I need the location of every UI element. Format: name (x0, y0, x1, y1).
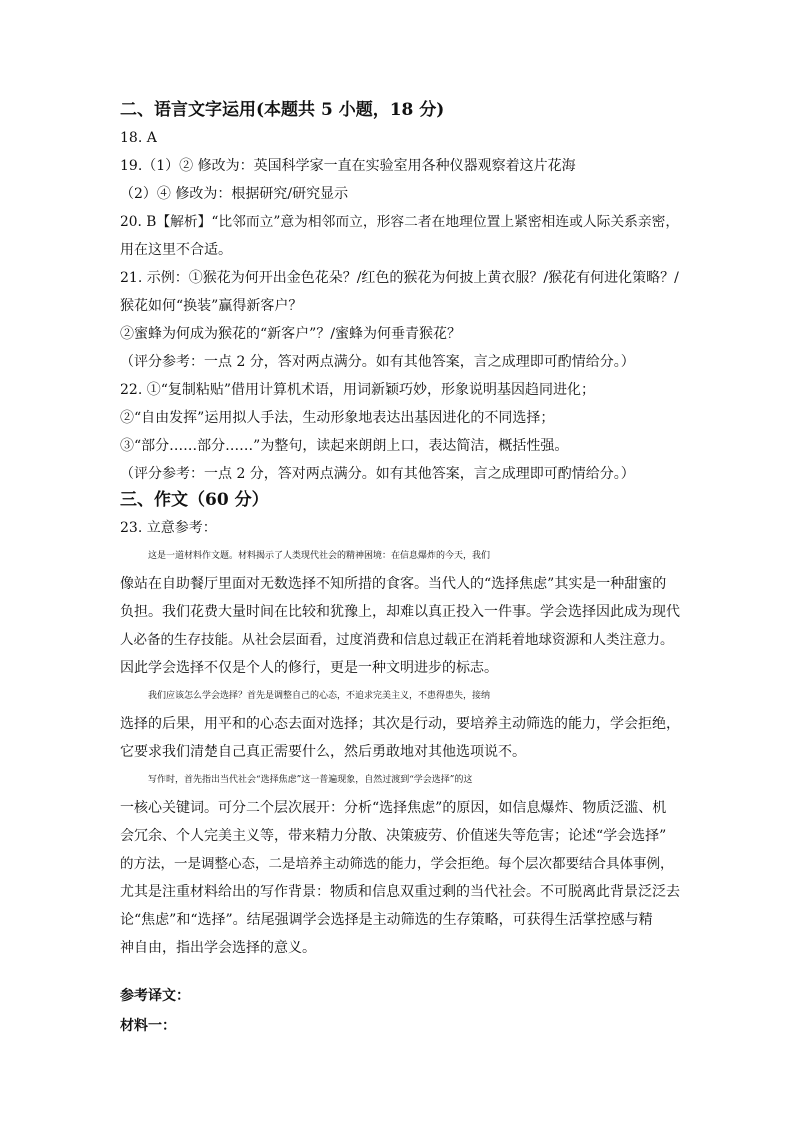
essay-para3-line6: 论“焦虑”和“选择”。结尾强调学会选择是主动筛选的生存策略，可获得生活掌控感与精 (120, 912, 653, 928)
answer-21-line2: 猴花如何“换装”赢得新客户？ (120, 298, 303, 314)
essay-para1-line3: 负担。我们花费大量时间在比较和犹豫上，却难以真正投入一件事。学会选择因此成为现代 (120, 604, 680, 620)
essay-para3-line5: 尤其是注重材料给出的写作背景：物质和信息双重过剩的当代社会。不可脱离此背景泛泛去 (120, 884, 680, 900)
essay-para2-line1: 我们应该怎么学会选择？首先是调整自己的心态，不追求完美主义，不患得患失，接纳 (148, 691, 491, 701)
essay-para1-line5: 因此学会选择不仅是个人的修行，更是一种文明进步的标志。 (120, 660, 498, 676)
section2-heading: 二、语言文字运用(本题共 5 小题，18 分) (120, 100, 445, 120)
essay-para1-line2: 像站在自助餐厅里面对无数选择不知所措的食客。当代人的“选择焦虑”其实是一种甜蜜的 (120, 576, 667, 592)
essay-para3-line7: 神自由，指出学会选择的意义。 (120, 940, 316, 956)
answer-22-line3: ③“部分……部分……”为整句，读起来朗朗上口，表达简洁，概括性强。 (120, 438, 569, 454)
answer-20-line2: 用在这里不合适。 (120, 242, 232, 258)
answer-22-line1: 22. ①“复制粘贴”借用计算机术语，用词新颖巧妙，形象说明基因趋同进化； (120, 382, 596, 398)
essay-para2-line2: 选择的后果，用平和的心态去面对选择；其次是行动，要培养主动筛选的能力，学会拒绝， (120, 716, 680, 732)
essay-para3-line3: 会冗余、个人完美主义等，带来精力分散、决策疲劳、价值迷失等危害；论述“学会选择” (120, 828, 667, 844)
answer-23-title: 23. 立意参考： (120, 520, 217, 536)
answer-21-scoring-note: （评分参考：一点 2 分，答对两点满分。如有其他答案，言之成理即可酌情给分。） (120, 354, 635, 370)
section3-heading: 三、作文（60 分） (120, 490, 269, 510)
essay-para3-line2: 一核心关键词。可分二个层次展开：分析“选择焦虑”的原因，如信息爆炸、物质泛滥、机 (120, 800, 667, 816)
essay-para3-line4: 的方法，一是调整心态，二是培养主动筛选的能力，学会拒绝。每个层次都要结合具体事例， (120, 856, 674, 872)
answer-22-scoring-note: （评分参考：一点 2 分，答对两点满分。如有其他答案，言之成理即可酌情给分。） (120, 466, 635, 482)
essay-para3-line1: 写作时，首先指出当代社会“选择焦虑”这一普遍现象，自然过渡到“学会选择”的这 (148, 775, 473, 785)
answer-20-line1: 20. B【解析】“比邻而立”意为相邻而立，形容二者在地理位置上紧密相连或人际关系亲密， (120, 214, 680, 230)
reference-translation-title: 参考译文： (120, 988, 190, 1004)
essay-para1-line1: 这是一道材料作文题。材料揭示了人类现代社会的精神困境：在信息爆炸的今天，我们 (148, 551, 491, 561)
answer-19-2: （2）④ 修改为：根据研究/研究显示 (120, 186, 349, 202)
answer-21-line3: ②蜜蜂为何成为猴花的“新客户”？/蜜蜂为何垂青猴花？ (120, 326, 462, 342)
material-one-label: 材料一： (120, 1018, 176, 1034)
answer-18: 18. A (120, 130, 157, 146)
answer-19-1: 19.（1）② 修改为：英国科学家一直在实验室用各种仪器观察着这片花海 (120, 158, 576, 174)
essay-para2-line3: 它要求我们清楚自己真正需要什么，然后勇敢地对其他选项说不。 (120, 744, 526, 760)
essay-para1-line4: 人必备的生存技能。从社会层面看，过度消费和信息过载正在消耗着地球资源和人类注意力。 (120, 632, 674, 648)
answer-22-line2: ②“自由发挥”运用拟人手法，生动形象地表达出基因进化的不同选择； (120, 410, 555, 426)
answer-21-line1: 21. 示例：①猴花为何开出金色花朵？/红色的猴花为何披上黄衣服？/猴花有何进化策略？/ (120, 270, 679, 286)
